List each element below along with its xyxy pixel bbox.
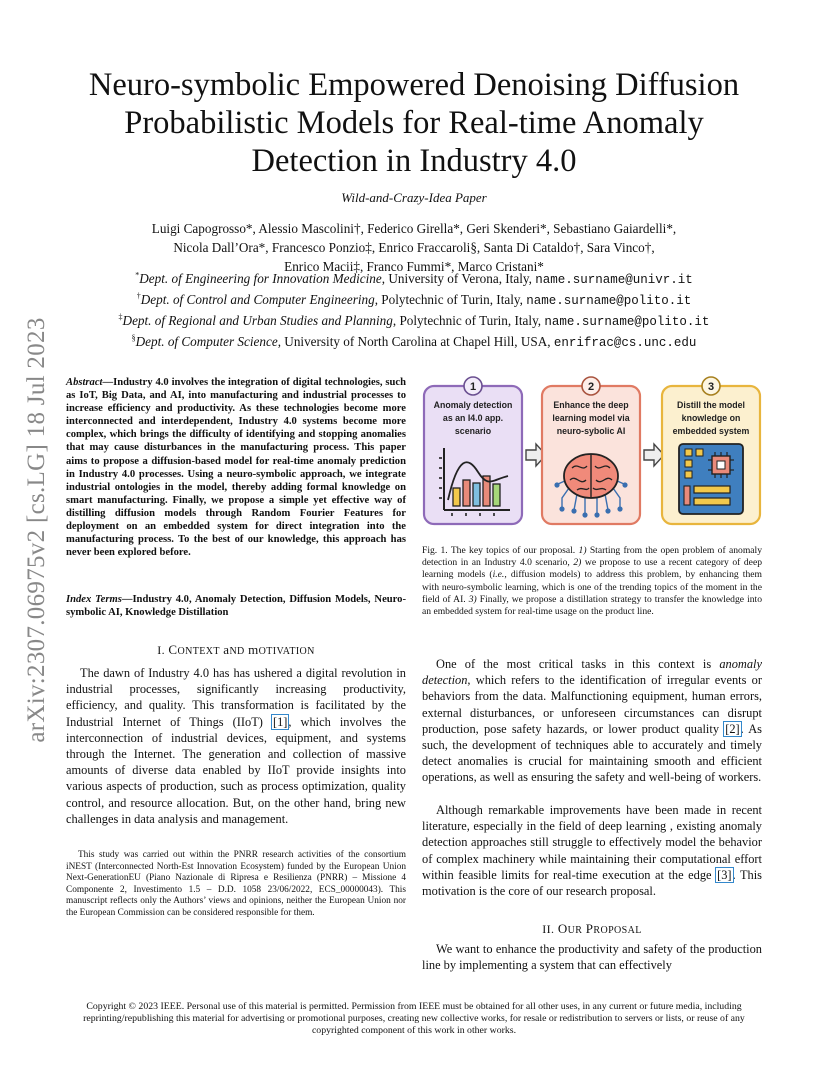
affiliation-line: ‡Dept. of Regional and Urban Studies and Planning, Polytechnic of Turin, Italy, name.surname@polito.it — [118, 312, 710, 329]
section-heading: II. OUR PROPOSAL — [542, 921, 642, 936]
step-panel-2 — [542, 377, 640, 524]
email: name.surname@univr.it — [535, 273, 693, 287]
author-line: Enrico Macii‡, Franco Fummi*, Marco Cristani* — [284, 259, 544, 274]
step-label: learning model via — [552, 413, 630, 423]
step-label: as an I4.0 app. — [442, 413, 504, 423]
email: enrifrac@cs.unc.edu — [553, 336, 697, 350]
funding-footnote: This study was carried out within the PNRR research activities of the consortium iNEST (Interconnected North-Est Innovation Ecosystem) funded by the European Union Next-GenerationEU (Piano Nazionale di Ripresa e Resilienza (PNRR) – Missione 4 Componente 2, Investimento 1.5 – D.D. 1058 23/06/2022, ECS_00000043). This manuscript reflects only the Authors’ views and opinions, neither the European Union nor the European Commission can be considered responsible for them. — [66, 850, 406, 918]
section-heading: I. CONTEXT aND mOTIVATION — [157, 642, 315, 657]
step-label: neuro-sybolic AI — [556, 426, 626, 436]
arxiv-stamp-text: arXiv:2307.06975v2 [cs.LG] 18 Jul 2023 — [23, 317, 50, 743]
author-line: Nicola Dall’Ora*, Francesco Ponzio‡, Enrico Fraccaroli§, Santa Di Cataldo†, Sara Vinco†, — [173, 240, 655, 255]
affiliation-line: §Dept. of Computer Science, University of North Carolina at Chapel Hill, USA, enrifrac@cs.unc.edu — [131, 333, 697, 350]
paragraph: The dawn of Industry 4.0 has has ushered a digital revolution in industrial processes, significantly increasing productivity, efficiency, and quality. This transformation is facilitated by the Industrial Internet of Things (IIoT) [1], which involves the interconnection of industrial devices, equipment, and systems through the Internet. The generation and collection of massive amounts of diverse data enabled by IIoT provide insights into various aspects of production, such as process optimization, quality control, and resource allocation. But, on the other hand, bring new challenges in data analysis and management. — [66, 666, 406, 826]
step-panel-3 — [662, 377, 760, 524]
affiliation-line: *Dept. of Engineering for Innovation Medicine, University of Verona, Italy, name.surname@univr.it — [135, 270, 693, 287]
step-label: knowledge on — [681, 413, 741, 423]
step-number: 1 — [469, 381, 477, 393]
affiliation-line: †Dept. of Control and Computer Engineering, Polytechnic of Turin, Italy, name.surname@polito.it — [136, 291, 692, 308]
paragraph: We want to enhance the productivity and safety of the production line by implementing a system that can effectively — [422, 942, 762, 973]
paragraph: One of the most critical tasks in this context is anomaly detection, which refers to the identification of irregular events or behaviors from the data. Malfunctioning equipment, human errors, external disturbances, or unforeseen circumstances can disrupt production, pose safety hazards, or lower product quality [2]. As such, the development of techniques able to accurately and timely detect anomalies is crucial for maintaining smooth and efficient operations, as well as ensuring the safety and well-being of workers. — [422, 657, 762, 785]
citation-link[interactable]: [3] — [717, 867, 732, 882]
arxiv-stamp — [14, 290, 60, 770]
email: name.surname@polito.it — [526, 294, 692, 308]
step-panel-1 — [424, 377, 522, 524]
index-terms: Index Terms—Industry 4.0, Anomaly Detection, Diffusion Models, Neuro-symbolic AI, Knowledge Distillation — [66, 594, 406, 619]
step-label: Distill the model — [677, 400, 745, 410]
citation-link[interactable]: [2] — [725, 721, 740, 736]
paragraph: Although remarkable improvements have been made in recent literature, especially in the field of deep learning , existing anomaly detection approaches still struggle to effectively model the behavior of complex machinery while maintaining their computational effort within feasible limits for real-time execution at the edge [3]. This motivation is the core of our research proposal. — [422, 803, 763, 899]
figure-caption: Fig. 1. The key topics of our proposal. 1) Starting from the open problem of anomaly detection in an Industry 4.0 scenario, 2) we propose to use a recent category of deep learning models (i.e., diffusion models) to address this problem, by enhancing them with neuro-symbolic learning, which is one of the trending topics of the moment in the field of AI. 3) Finally, we propose a distillation strategy to transfer the knowledge into an embedded system for real-time usage on the product line. — [422, 545, 762, 618]
step-label: Anomaly detection — [433, 400, 513, 410]
author-list — [80, 219, 748, 276]
step-label: Enhance the deep — [553, 400, 629, 410]
chip-board-icon — [679, 444, 743, 514]
figure-1 — [422, 376, 764, 528]
email: name.surname@polito.it — [544, 315, 710, 329]
author-line: Luigi Capogrosso*, Alessio Mascolini†, Federico Girella*, Geri Skenderi*, Sebastiano Gaiardelli*, — [151, 221, 677, 236]
copyright-notice: Copyright © 2023 IEEE. Personal use of this material is permitted. Permission from IEEE must be obtained for all other uses, in any current or future media, including reprinting/republishing this material for advertising or promotional purposes, creating new collective works, for resale or redistribution to servers or lists, or reuse of any copyrighted component of this work in other works. — [83, 1001, 745, 1036]
abstract: Abstract—Industry 4.0 involves the integration of digital technologies, such as IoT, Big Data, and AI, into manufacturing and industrial processes to increase efficiency and productivity. As these technologies become more interconnected and interdependent, Industry 4.0 systems become more complex, which brings the difficulty of identifying and stopping anomalies that may cause disturbances in the manufacturing process. This paper aims to propose a diffusion-based model for real-time anomaly prediction in Industry 4.0 processes. Using a neuro-symbolic approach, we integrate industrial ontologies in the model, thereby adding formal knowledge on smart manufacturing. Finally, we propose a simple yet effective way of distilling diffusion models through Random Fourier Features for deployment on an embedded system for direct integration into the manufacturing process. To the best of our knowledge, this approach has never been explored before. — [66, 377, 406, 559]
affiliation-list — [60, 269, 768, 353]
step-number: 2 — [587, 381, 595, 393]
step-label: embedded system — [672, 426, 750, 436]
paper-title: Neuro-symbolic Empowered Denoising Diffusion Probabilistic Models for Real-time Anomaly Detection in Industry 4.0 — [88, 67, 740, 179]
paper-subtitle: Wild-and-Crazy-Idea Paper — [341, 190, 487, 205]
citation-link[interactable]: [1] — [272, 714, 288, 729]
step-number: 3 — [707, 381, 715, 393]
step-label: scenario — [454, 426, 492, 436]
